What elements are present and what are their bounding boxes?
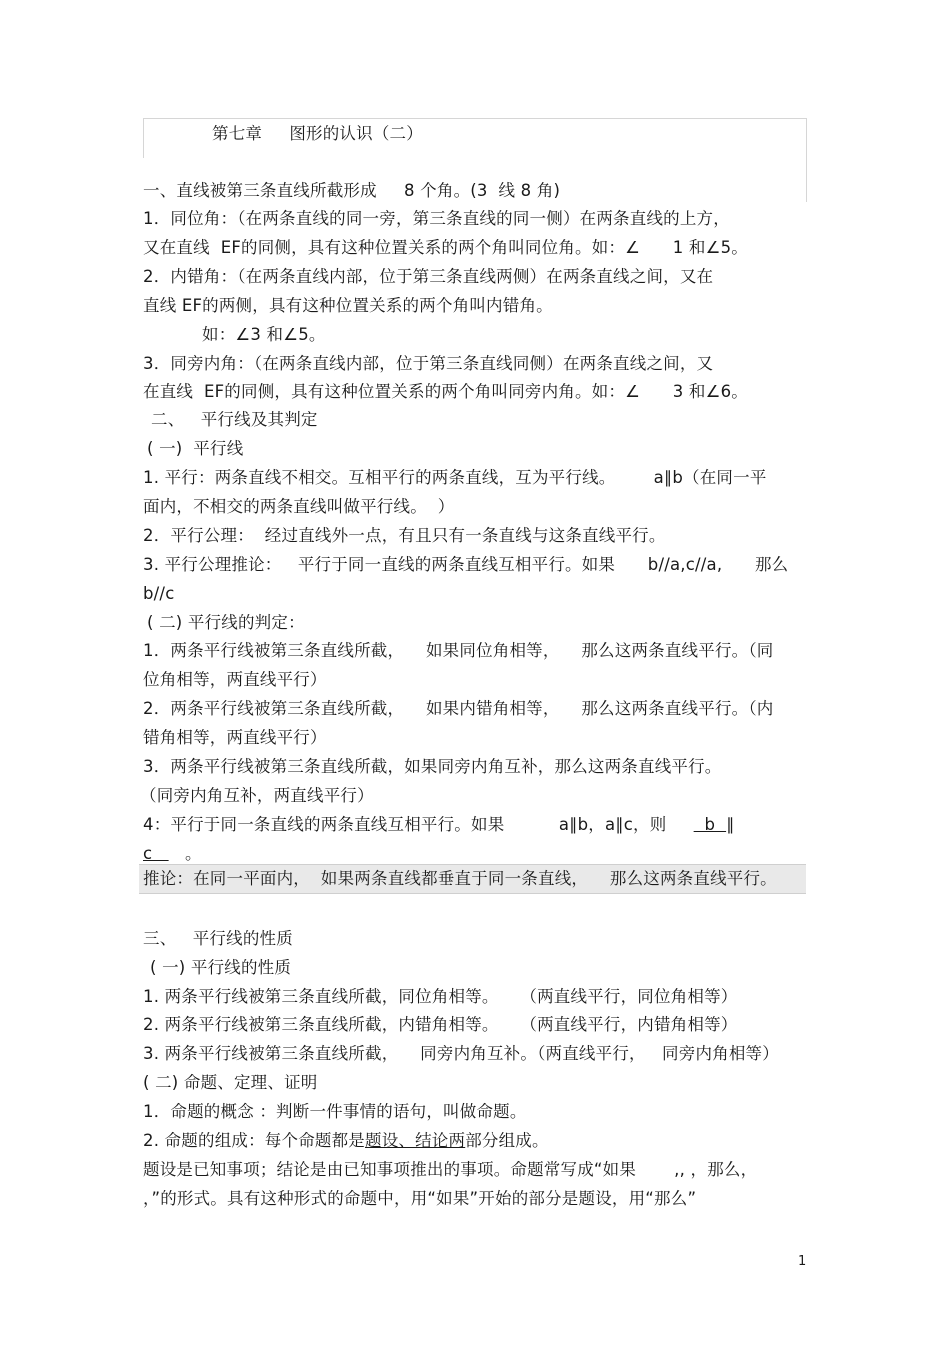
text-line: 在直线 EF的同侧，具有这种位置关系的两个角叫同旁内角。如：∠ 3 和∠6。 xyxy=(143,382,748,401)
text-line: 题设是已知事项；结论是由已知事项推出的事项。命题常写成“如果 ,, ，那么， xyxy=(143,1160,758,1179)
corollary-text: 推论：在同一平面内， 如果两条直线都垂直于同一条直线， 那么这两条直线平行。 xyxy=(143,869,777,888)
section-3-heading: 三、 平行线的性质 xyxy=(143,929,293,948)
text-line: 位角相等，两直线平行） xyxy=(143,670,327,689)
text-segment: 2. 命题的组成：每个命题都是 xyxy=(143,1131,365,1150)
text-line: （同旁内角互补，两直线平行） xyxy=(140,786,374,805)
text-line: 2. 两条平行线被第三条直线所截，内错角相等。 （两直线平行，内错角相等） xyxy=(143,1015,738,1034)
text-line: 1．命题的概念 ：判断一件事情的语句，叫做命题。 xyxy=(143,1102,527,1121)
section-1-heading: 一、直线被第三条直线所截形成 8 个角。(3 线 8 角) xyxy=(143,181,561,200)
chapter-title: 第七章 图形的认识（二） xyxy=(212,124,423,143)
subsection-heading: ( 二) 平行线的判定： xyxy=(147,613,305,632)
subsection-heading: ( 二) 命题、定理、证明 xyxy=(143,1073,318,1092)
text-line: 错角相等，两直线平行） xyxy=(143,728,327,747)
text-line: 2．两条平行线被第三条直线所截， 如果内错角相等， 那么这两条直线平行。（内 xyxy=(143,699,774,718)
table-border-left xyxy=(143,118,144,158)
text-line: 3．同旁内角：（在两条直线内部，位于第三条直线同侧）在两条直线之间，又 xyxy=(143,354,714,373)
text-line: 1．同位角：（在两条直线的同一旁，第三条直线的同一侧）在两条直线的上方， xyxy=(143,209,730,228)
text-line: 1. 两条平行线被第三条直线所截，同位角相等。 （两直线平行，同位角相等） xyxy=(143,987,738,1006)
text-line: ，”的形式。具有这种形式的命题中，用“如果”开始的部分是题设，用“那么” xyxy=(143,1189,697,1208)
text-segment: 。 xyxy=(168,844,202,863)
text-line: 2．平行公理： 经过直线外一点，有且只有一条直线与这条直线平行。 xyxy=(143,526,666,545)
text-segment: 4：平行于同一条直线的两条直线互相平行。如果 a∥b，a∥c，则 xyxy=(143,815,694,834)
text-segment: ∥ xyxy=(726,815,735,834)
text-line: 3．两条平行线被第三条直线所截，如果同旁内角互补，那么这两条直线平行。 xyxy=(143,757,722,776)
text-line xyxy=(143,814,735,836)
page-number: 1 xyxy=(798,1254,807,1269)
underlined-term: 题设、结论两 xyxy=(365,1131,466,1150)
table-border-top xyxy=(143,118,807,119)
text-segment: 部分组成。 xyxy=(465,1131,549,1150)
text-line xyxy=(143,1130,549,1152)
text-line: 3. 两条平行线被第三条直线所截， 同旁内角互补。（两直线平行， 同旁内角相等） xyxy=(143,1044,779,1063)
subsection-heading: ( 一) 平行线的性质 xyxy=(150,958,292,977)
text-line: 1. 平行：两条直线不相交。互相平行的两条直线，互为平行线。 a∥b（在同一平 xyxy=(143,468,767,487)
text-line: 3. 平行公理推论： 平行于同一直线的两条直线互相平行。如果 b//a,c//a, 那么 xyxy=(143,555,789,574)
text-line: 又在直线 EF的同侧，具有这种位置关系的两个角叫同位角。如：∠ 1 和∠5。 xyxy=(143,238,748,257)
text-line: 面内，不相交的两条直线叫做平行线。 ） xyxy=(143,497,455,516)
text-line: 1．两条平行线被第三条直线所截， 如果同位角相等， 那么这两条直线平行。（同 xyxy=(143,641,774,660)
subsection-heading: ( 一) 平行线 xyxy=(147,439,244,458)
blank-answer: c xyxy=(143,844,169,863)
section-2-heading: 二、 平行线及其判定 xyxy=(151,410,318,429)
text-line xyxy=(143,843,202,865)
text-line: b//c xyxy=(143,584,175,603)
blank-answer: b xyxy=(693,815,727,834)
text-line: 如：∠3 和∠5。 xyxy=(202,325,326,344)
text-line: 2．内错角：（在两条直线内部，位于第三条直线两侧）在两条直线之间，又在 xyxy=(143,267,714,286)
text-line: 直线 EF的两侧，具有这种位置关系的两个角叫内错角。 xyxy=(143,296,553,315)
table-border-right xyxy=(806,118,807,202)
